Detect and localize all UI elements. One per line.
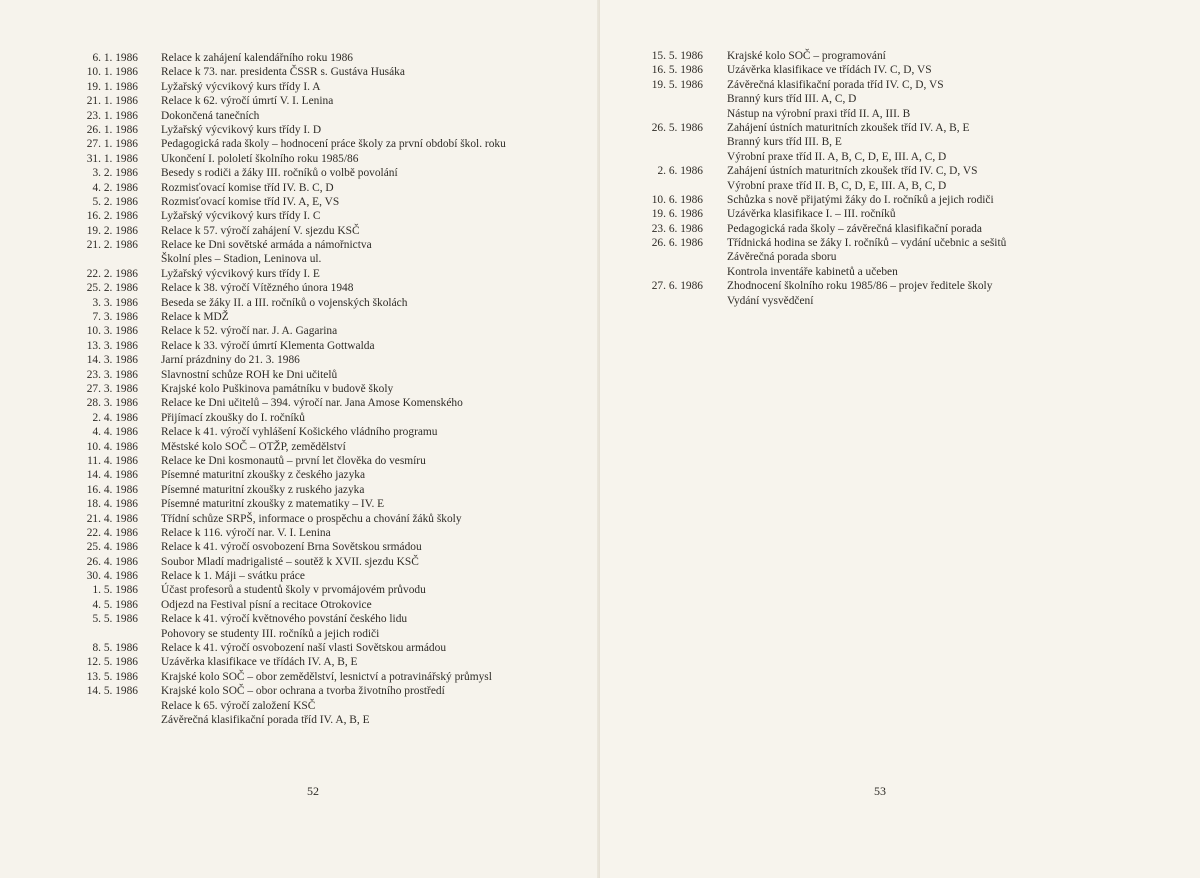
event-date: 25. 4. 1986 — [86, 541, 138, 554]
event-text: Lyžařský výcvikový kurs třídy I. E — [161, 267, 320, 280]
event-date: 19. 5. 1986 — [651, 78, 703, 91]
event-row — [640, 294, 1180, 308]
event-text: Relace k MDŽ — [161, 311, 229, 324]
event-text: Písemné maturitní zkoušky z českého jazyka — [161, 469, 366, 482]
event-row — [40, 51, 580, 65]
event-row — [40, 540, 580, 554]
event-date: 26. 5. 1986 — [651, 121, 703, 134]
event-date: 16. 5. 1986 — [651, 64, 703, 77]
event-date: 26. 4. 1986 — [86, 555, 138, 568]
event-date — [640, 135, 703, 149]
event-date: 21. 2. 1986 — [86, 239, 138, 252]
event-row — [40, 65, 580, 79]
event-text: Slavnostní schůze ROH ke Dni učitelů — [161, 368, 338, 381]
event-text: Schůzka s nově přijatými žáky do I. ročníků a jejich rodiči — [727, 193, 994, 206]
event-row — [640, 150, 1180, 164]
event-row — [40, 324, 580, 338]
event-date: 26. 6. 1986 — [651, 237, 703, 250]
event-row — [40, 396, 580, 410]
event-date: 13. 5. 1986 — [86, 670, 138, 683]
event-text: Relace k 38. výročí Vítězného února 1948 — [161, 282, 354, 295]
event-date: 6. 1. 1986 — [92, 52, 138, 64]
event-date: 10. 4. 1986 — [86, 440, 138, 453]
event-text: Krajské kolo Puškinova památníku v budově školy — [161, 382, 394, 395]
event-row — [40, 641, 580, 655]
event-date: 22. 2. 1986 — [86, 267, 138, 280]
event-row — [640, 207, 1180, 221]
event-date: 7. 3. 1986 — [92, 311, 138, 324]
event-date: 5. 2. 1986 — [92, 195, 138, 208]
event-date: 12. 5. 1986 — [86, 656, 138, 669]
event-row — [40, 713, 580, 727]
event-row — [40, 152, 580, 166]
event-text: Soubor Mladí madrigalisté – soutěž k XVII. sjezdu KSČ — [161, 555, 419, 568]
event-row — [40, 238, 580, 252]
event-text: Lyžařský výcvikový kurs třídy I. C — [161, 210, 321, 223]
event-row — [640, 265, 1180, 279]
event-row — [40, 468, 580, 482]
event-date — [640, 107, 703, 121]
event-date: 22. 4. 1986 — [86, 526, 138, 539]
event-date: 21. 1. 1986 — [86, 95, 138, 108]
event-row — [640, 164, 1180, 178]
event-text: Závěrečná klasifikační porada tříd IV. A, B, E — [161, 713, 370, 726]
event-date: 28. 3. 1986 — [86, 397, 138, 410]
event-row — [40, 655, 580, 669]
event-text: Zhodnocení školního roku 1985/86 – projev ředitele školy — [727, 280, 993, 293]
event-row — [40, 627, 580, 641]
event-text: Třídnická hodina se žáky I. ročníků – vydání učebnic a sešitů — [727, 237, 1007, 250]
event-text: Relace ke Dni kosmonautů – první let člověka do vesmíru — [161, 454, 426, 467]
event-row — [640, 49, 1180, 63]
event-row — [40, 195, 580, 209]
event-text: Besedy s rodiči a žáky III. ročníků o volbě povolání — [161, 167, 398, 180]
event-row — [40, 526, 580, 540]
event-date: 14. 3. 1986 — [86, 354, 138, 367]
event-date — [40, 699, 138, 713]
event-date: 2. 6. 1986 — [657, 165, 703, 178]
event-date: 27. 6. 1986 — [651, 280, 703, 293]
event-text: Kontrola inventáře kabinetů a učeben — [727, 265, 898, 278]
event-date — [40, 252, 138, 266]
event-text: Relace k 116. výročí nar. V. I. Lenina — [161, 526, 331, 539]
event-date: 13. 3. 1986 — [86, 339, 138, 352]
event-text: Relace k zahájení kalendářního roku 1986 — [161, 52, 353, 64]
event-row — [40, 123, 580, 137]
event-row — [40, 684, 580, 698]
event-text: Zahájení ústních maturitních zkoušek tříd IV. C, D, VS — [727, 165, 978, 178]
event-date — [640, 150, 703, 164]
event-row — [640, 193, 1180, 207]
event-row — [640, 121, 1180, 135]
event-text: Relace ke Dni učitelů – 394. výročí nar. Jana Amose Komenského — [161, 397, 463, 410]
event-date: 18. 4. 1986 — [86, 498, 138, 511]
event-date — [640, 179, 703, 193]
event-row — [40, 670, 580, 684]
event-text: Písemné maturitní zkoušky z ruského jazyka — [161, 483, 365, 496]
event-row — [40, 166, 580, 180]
event-row — [40, 296, 580, 310]
event-row — [40, 382, 580, 396]
event-text: Relace k 33. výročí úmrtí Klementa Gottwalda — [161, 339, 375, 352]
event-date: 14. 5. 1986 — [86, 685, 138, 698]
event-row — [40, 80, 580, 94]
event-text: Uzávěrka klasifikace ve třídách IV. A, B, E — [161, 656, 358, 669]
event-row — [40, 569, 580, 583]
event-text: Lyžařský výcvikový kurs třídy I. A — [161, 80, 321, 93]
event-row — [640, 107, 1180, 121]
event-row — [40, 699, 580, 713]
event-text: Odjezd na Festival písní a recitace Otrokovice — [161, 598, 372, 611]
event-date: 21. 4. 1986 — [86, 512, 138, 525]
event-list-right — [640, 49, 1180, 308]
event-text: Výrobní praxe tříd II. B, C, D, E, III. A, B, C, D — [727, 179, 947, 192]
event-text: Závěrečná klasifikační porada tříd IV. C, D, VS — [727, 78, 944, 91]
event-text: Uzávěrka klasifikace I. – III. ročníků — [727, 208, 896, 221]
event-text: Pedagogická rada školy – závěrečná klasifikační porada — [727, 222, 982, 235]
event-date: 27. 3. 1986 — [86, 382, 138, 395]
event-text: Branný kurs tříd III. B, E — [727, 136, 842, 149]
event-text: Výrobní praxe tříd II. A, B, C, D, E, III. A, C, D — [727, 150, 947, 163]
event-row — [40, 109, 580, 123]
event-row — [40, 483, 580, 497]
event-text: Přijímací zkoušky do I. ročníků — [161, 411, 305, 424]
event-date: 23. 6. 1986 — [651, 222, 703, 235]
event-text: Zahájení ústních maturitních zkoušek tříd IV. A, B, E — [727, 121, 970, 134]
event-row — [40, 425, 580, 439]
event-date — [40, 713, 138, 727]
event-row — [40, 281, 580, 295]
event-text: Relace k 73. nar. presidenta ČSSR s. Gustáva Husáka — [161, 66, 405, 79]
event-text: Školní ples – Stadion, Leninova ul. — [161, 253, 322, 266]
event-text: Relace k 57. výročí zahájení V. sjezdu KSČ — [161, 224, 360, 237]
event-row — [40, 411, 580, 425]
event-row — [40, 310, 580, 324]
event-date: 19. 6. 1986 — [651, 208, 703, 221]
event-row — [40, 339, 580, 353]
event-date: 19. 2. 1986 — [86, 224, 138, 237]
event-date: 5. 5. 1986 — [92, 613, 138, 626]
event-date: 25. 2. 1986 — [86, 282, 138, 295]
event-date: 3. 3. 1986 — [92, 296, 138, 309]
event-date: 4. 4. 1986 — [92, 426, 138, 439]
event-text: Relace k 41. výročí květnového povstání českého lidu — [161, 613, 408, 626]
event-row — [40, 181, 580, 195]
event-row — [640, 250, 1180, 264]
event-row — [40, 94, 580, 108]
event-list-left — [40, 51, 580, 727]
event-text: Městské kolo SOČ – OTŽP, zemědělství — [161, 440, 346, 453]
right-page — [600, 0, 1200, 878]
event-text: Pedagogická rada školy – hodnocení práce školy za první období škol. roku — [161, 138, 506, 151]
event-row — [40, 137, 580, 151]
event-text: Relace k 52. výročí nar. J. A. Gagarina — [161, 325, 338, 338]
event-date: 3. 2. 1986 — [92, 167, 138, 180]
event-date — [40, 627, 138, 641]
event-row — [640, 92, 1180, 106]
event-date: 2. 4. 1986 — [92, 411, 138, 424]
event-date: 19. 1. 1986 — [86, 80, 138, 93]
event-text: Závěrečná porada sboru — [727, 251, 837, 264]
event-row — [40, 497, 580, 511]
event-text: Uzávěrka klasifikace ve třídách IV. C, D, VS — [727, 64, 932, 77]
event-text: Relace k 41. výročí osvobození Brna Sovětskou srmádou — [161, 541, 422, 554]
event-date — [640, 265, 703, 279]
page-number-left: 52 — [307, 784, 319, 798]
event-text: Beseda se žáky II. a III. ročníků o vojenských školách — [161, 296, 408, 309]
event-text: Branný kurs tříd III. A, C, D — [727, 93, 857, 106]
event-text: Rozmisťovací komise tříd IV. B. C, D — [161, 181, 334, 194]
event-text: Lyžařský výcvikový kurs třídy I. D — [161, 123, 322, 136]
page-number-right: 53 — [874, 784, 886, 798]
event-row — [40, 209, 580, 223]
event-date: 4. 2. 1986 — [92, 181, 138, 194]
event-date: 23. 3. 1986 — [86, 368, 138, 381]
event-text: Relace ke Dni sovětské armáda a námořnictva — [161, 239, 372, 252]
event-text: Dokončená tanečních — [161, 109, 260, 122]
event-text: Krajské kolo SOČ – obor zemědělství, lesnictví a potravinářský průmysl — [161, 670, 492, 683]
event-date: 4. 5. 1986 — [92, 598, 138, 611]
event-row — [40, 555, 580, 569]
event-row — [640, 135, 1180, 149]
event-date: 16. 4. 1986 — [86, 483, 138, 496]
event-text: Ukončení I. pololetí školního roku 1985/86 — [161, 152, 359, 165]
event-date: 10. 6. 1986 — [651, 193, 703, 206]
event-date: 31. 1. 1986 — [86, 152, 138, 165]
event-text: Písemné maturitní zkoušky z matematiky – IV. E — [161, 498, 385, 511]
event-text: Relace k 1. Máji – svátku práce — [161, 570, 305, 583]
event-text: Relace k 65. výročí založení KSČ — [161, 699, 316, 712]
event-date: 23. 1. 1986 — [86, 109, 138, 122]
event-row — [640, 279, 1180, 293]
event-text: Relace k 41. výročí vyhlášení Košického vládního programu — [161, 426, 438, 439]
event-date: 15. 5. 1986 — [651, 50, 703, 62]
event-text: Jarní prázdniny do 21. 3. 1986 — [161, 354, 300, 367]
event-text: Rozmisťovací komise tříd IV. A, E, VS — [161, 195, 340, 208]
event-date — [640, 92, 703, 106]
event-text: Relace k 41. výročí osvobození naší vlasti Sovětskou armádou — [161, 642, 447, 655]
event-row — [40, 612, 580, 626]
event-date: 1. 5. 1986 — [92, 584, 138, 597]
event-row — [40, 252, 580, 266]
event-text: Relace k 62. výročí úmrtí V. I. Lenina — [161, 95, 334, 108]
event-row — [640, 63, 1180, 77]
event-date — [640, 250, 703, 264]
event-row — [640, 78, 1180, 92]
event-row — [40, 598, 580, 612]
event-date: 8. 5. 1986 — [92, 642, 138, 655]
event-date: 14. 4. 1986 — [86, 469, 138, 482]
event-text: Nástup na výrobní praxi tříd II. A, III. B — [727, 107, 911, 120]
event-row — [40, 454, 580, 468]
event-row — [40, 440, 580, 454]
event-text: Účast profesorů a studentů školy v prvomájovém průvodu — [161, 584, 426, 597]
event-row — [40, 224, 580, 238]
event-row — [40, 583, 580, 597]
event-row — [40, 353, 580, 367]
event-date: 10. 1. 1986 — [86, 66, 138, 79]
event-row — [40, 512, 580, 526]
event-date: 16. 2. 1986 — [86, 210, 138, 223]
event-row — [40, 267, 580, 281]
event-date: 26. 1. 1986 — [86, 123, 138, 136]
event-date: 27. 1. 1986 — [86, 138, 138, 151]
event-row — [640, 222, 1180, 236]
event-text: Třídní schůze SRPŠ, informace o prospěchu a chování žáků školy — [161, 512, 462, 525]
event-date: 11. 4. 1986 — [87, 454, 138, 467]
event-date — [640, 294, 703, 308]
event-text: Pohovory se studenty III. ročníků a jejich rodiči — [161, 627, 380, 640]
event-date: 10. 3. 1986 — [86, 325, 138, 338]
event-row — [640, 236, 1180, 250]
event-row — [40, 368, 580, 382]
event-text: Krajské kolo SOČ – programování — [727, 50, 886, 62]
event-text: Krajské kolo SOČ – obor ochrana a tvorba životního prostředí — [161, 685, 445, 698]
event-row — [640, 179, 1180, 193]
event-date: 30. 4. 1986 — [86, 570, 138, 583]
event-text: Vydání vysvědčení — [727, 294, 814, 307]
